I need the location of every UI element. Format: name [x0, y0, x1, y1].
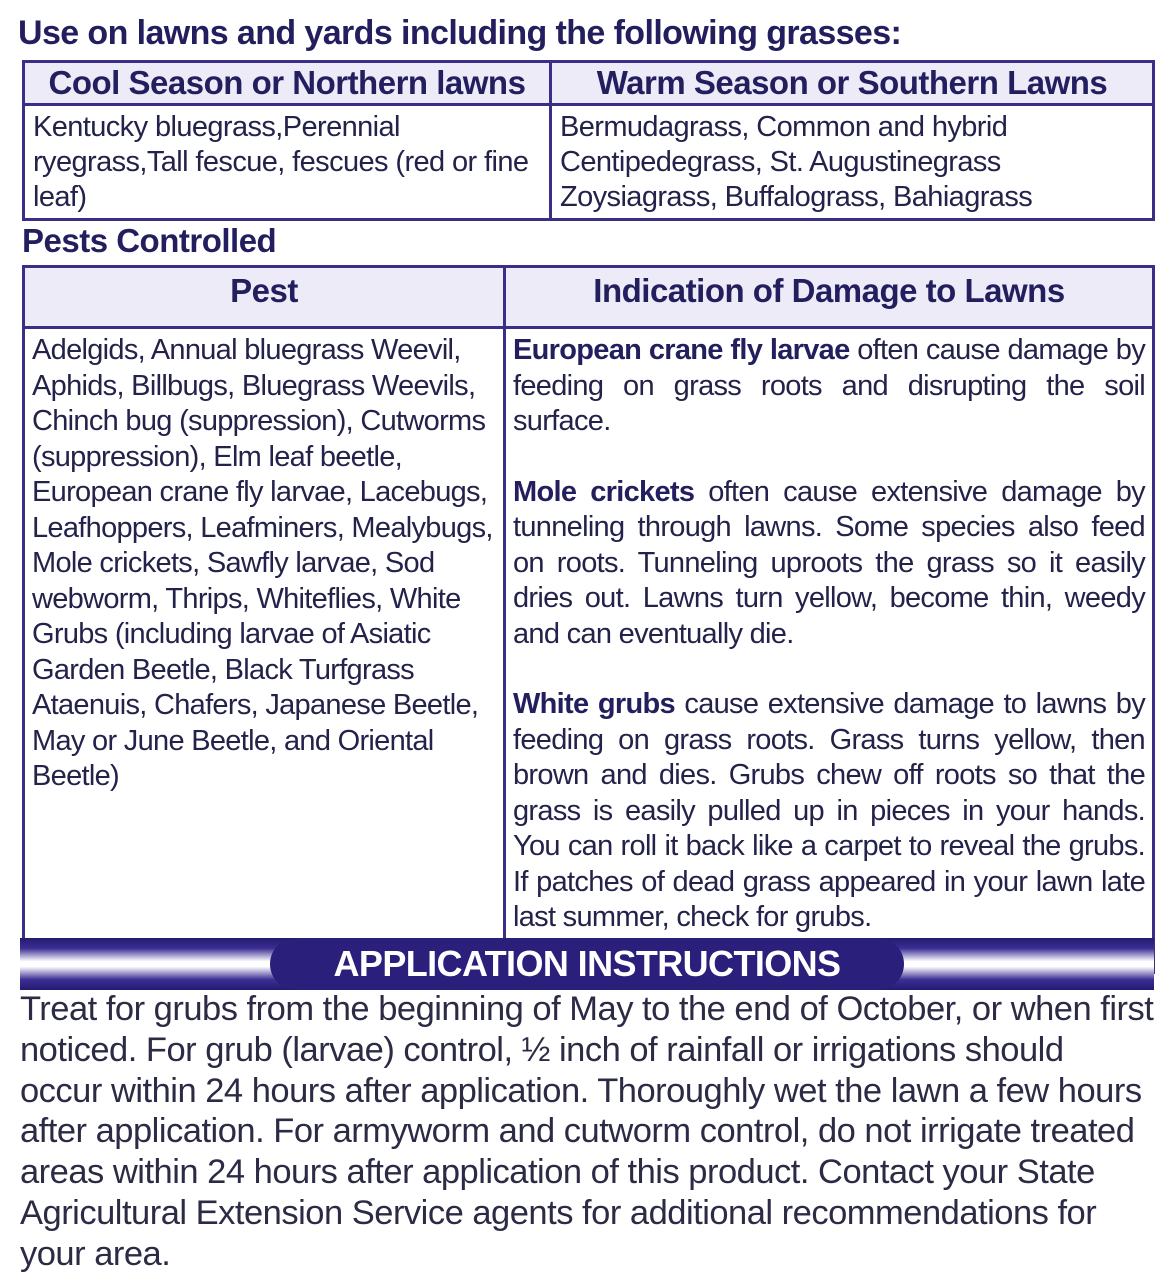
- grasses-intro-heading: Use on lawns and yards including the following grasses:: [18, 14, 902, 52]
- damage-text: often cause extensive damage by tunneling through lawns. Some species also feed on roots. Tunneling uproots the grass so it easily dries out. Lawns turn yellow, become thin, weedy and can eventually die.: [513, 475, 1145, 650]
- damage-paragraph-crane-fly: [513, 333, 1145, 440]
- cool-season-grasses: Kentucky bluegrass,Perennial ryegrass,Tall fescue, fescues (red or fine leaf): [24, 105, 551, 220]
- cool-season-header: Cool Season or Northern lawns: [24, 62, 551, 105]
- warm-grass-line: Centipedegrass, St. Augustinegrass: [560, 146, 1001, 178]
- banner-pill: [270, 938, 904, 990]
- pest-name: European crane fly larvae: [513, 334, 850, 366]
- grass-table-row: [24, 105, 1154, 220]
- pests-controlled-heading: Pests Controlled: [22, 222, 277, 259]
- warm-grass-line: Zoysiagrass, Buffalograss, Bahiagrass: [560, 181, 1033, 213]
- damage-paragraph-mole-crickets: [513, 475, 1145, 653]
- application-instructions-banner: [20, 938, 1154, 990]
- pest-table-header-row: [24, 267, 1154, 328]
- damage-text: often cause damage by feeding on grass roots and disrupting the soil surface.: [513, 334, 1145, 437]
- pest-list: Adelgids, Annual bluegrass Weevil, Aphids, Billbugs, Bluegrass Weevils, Chinch bug (suppression), Cutworms (suppression), Elm leaf beetle, European crane fly larvae, Lacebugs, Leafhoppers, Leafminers, Mealybugs, Mole crickets, Sawfly larvae, Sod webworm, Thrips, Whiteflies, White Grubs (including larvae of Asiatic Garden Beetle, Black Turfgrass Ataenuis, Chafers, Japanese Beetle, May or June Beetle, and Oriental Beetle): [24, 328, 505, 973]
- pests-table: [22, 265, 1155, 974]
- grass-table-header-row: [24, 62, 1154, 105]
- pest-table-row: [24, 328, 1154, 973]
- warm-grass-line: Bermudagrass, Common and hybrid: [560, 111, 1008, 143]
- banner-title: APPLICATION INSTRUCTIONS: [333, 943, 841, 984]
- pest-header: Pest: [24, 267, 505, 328]
- damage-descriptions: [505, 328, 1154, 973]
- damage-text: cause extensive damage to lawns by feeding on grass roots. Grass turns yellow, then brown and dies. Grubs chew off roots so that the grass is easily pulled up in pieces in your hands. You can roll it back like a carpet to reveal the grubs. If patches of dead grass appeared in your lawn late last summer, check for grubs.: [513, 688, 1145, 933]
- damage-paragraph-white-grubs: [513, 687, 1145, 936]
- damage-header: Indication of Damage to Lawns: [505, 267, 1154, 328]
- pest-name: Mole crickets: [513, 475, 695, 508]
- application-instructions-text: Treat for grubs from the beginning of May to the end of October, or when first noticed. For grub (larvae) control, ½ inch of rainfall or irrigations should occur within 24 hours after application. Thoroughly wet the lawn a few hours after application. For armyworm and cutworm control, do not irrigate treated areas within 24 hours after application of this product. Contact your State Agricultural Extension Service agents for additional recommendations for your area.: [20, 990, 1154, 1273]
- pest-name: White grubs: [513, 688, 675, 720]
- grass-types-table: [22, 60, 1155, 221]
- warm-season-header: Warm Season or Southern Lawns: [551, 62, 1154, 105]
- warm-season-grasses: [551, 105, 1154, 220]
